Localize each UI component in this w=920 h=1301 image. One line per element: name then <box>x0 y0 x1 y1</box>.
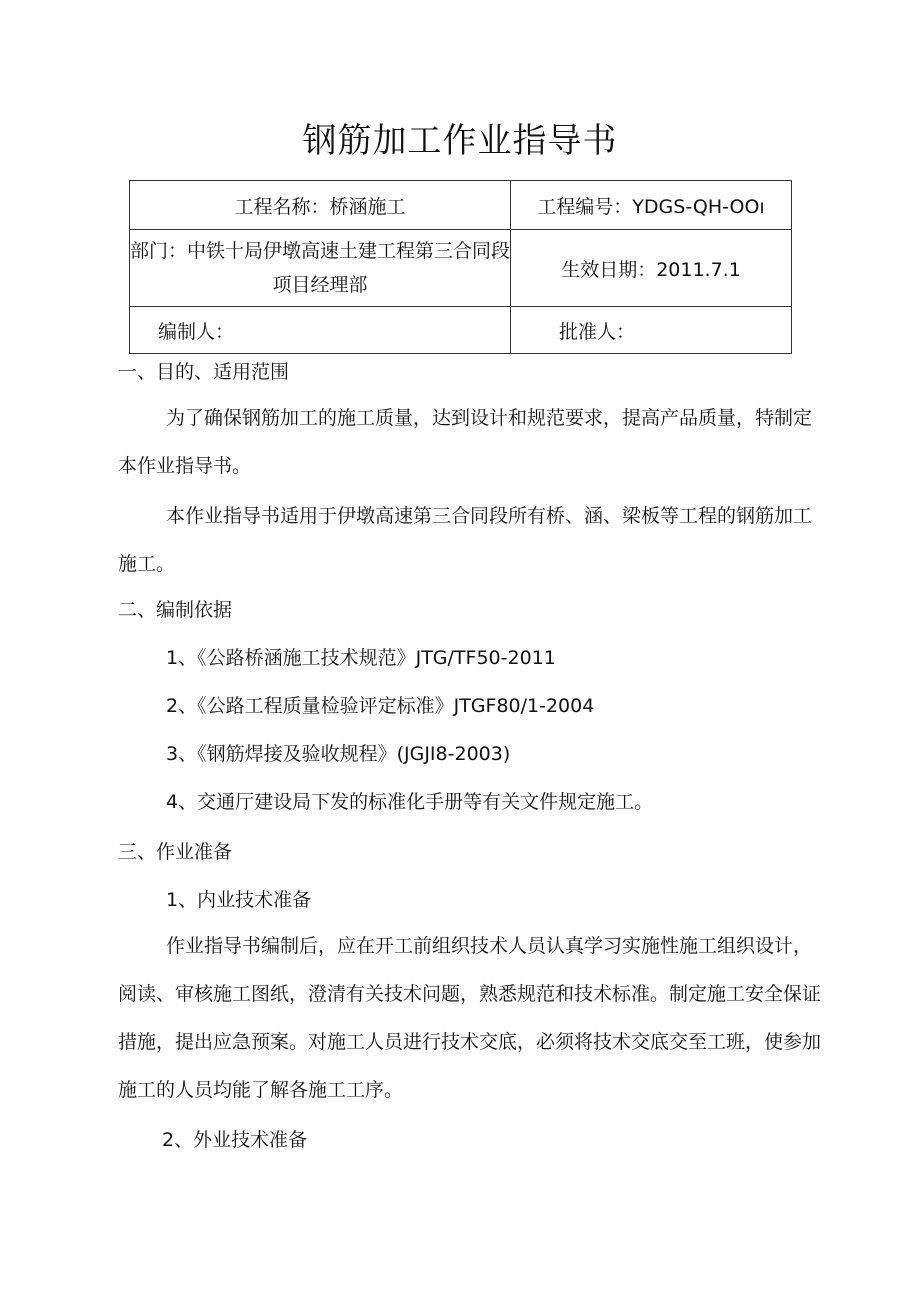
effective-date-cell: 生效日期：2011.7.1 <box>511 230 792 307</box>
department-line-2: 项目经理部 <box>272 274 368 296</box>
section-1-heading: 一、目的、适用范围 <box>118 361 290 383</box>
reference-item-1: 1、《公路桥涵施工技术规范》JTG/TF50-2011 <box>166 647 556 669</box>
paragraph-line: 施工的人员均能了解各施工工序。 <box>118 1079 404 1101</box>
reference-item-3: 3、《钢筋焊接及验收规程》(JGJI8-2003) <box>166 743 511 765</box>
department-line-1: 部门：中铁十局伊墩高速土建工程第三合同段 <box>130 240 511 262</box>
project-number-cell: 工程编号：YDGS-QH-OOı <box>511 181 792 230</box>
paragraph-line: 阅读、审核施工图纸，澄清有关技术问题，熟悉规范和技术标准。制定施工安全保证 <box>118 983 822 1005</box>
section-3-subheading-2: 2、外业技术准备 <box>162 1129 308 1151</box>
table-row <box>130 230 792 307</box>
section-1-paragraph-1 <box>118 394 813 490</box>
section-1-paragraph-2 <box>118 492 813 588</box>
section-2-heading: 二、编制依据 <box>118 599 233 621</box>
paragraph-line: 本作业指导书。 <box>118 455 252 477</box>
paragraph-line: 本作业指导书适用于伊墩高速第三合同段所有桥、涵、梁板等工程的钢筋加工 <box>166 505 813 527</box>
compiled-by-cell: 编制人： <box>130 307 511 354</box>
reference-item-2: 2、《公路工程质量检验评定标准》JTGF80/1-2004 <box>166 695 595 717</box>
document-title: 钢筋加工作业指导书 <box>302 121 618 161</box>
table-row <box>130 307 792 354</box>
project-info-table <box>129 180 792 354</box>
reference-item-4: 4、交通厅建设局下发的标准化手册等有关文件规定施工。 <box>166 791 654 813</box>
section-3-heading: 三、作业准备 <box>118 841 233 863</box>
paragraph-line: 作业指导书编制后，应在开工前组织技术人员认真学习实施性施工组织设计， <box>166 935 813 957</box>
paragraph-line: 为了确保钢筋加工的施工质量，达到设计和规范要求，提高产品质量，特制定 <box>166 407 813 429</box>
paragraph-line: 施工。 <box>118 553 176 575</box>
project-name-cell: 工程名称：桥涵施工 <box>130 181 511 230</box>
paragraph-line: 措施，提出应急预案。对施工人员进行技术交底，必须将技术交底交至工班，使参加 <box>118 1031 822 1053</box>
table-row <box>130 181 792 230</box>
approved-by-cell: 批准人： <box>511 307 792 354</box>
department-cell <box>130 230 511 307</box>
section-3-subheading-1: 1、内业技术准备 <box>166 889 312 911</box>
section-3-paragraph-1 <box>118 922 822 1114</box>
